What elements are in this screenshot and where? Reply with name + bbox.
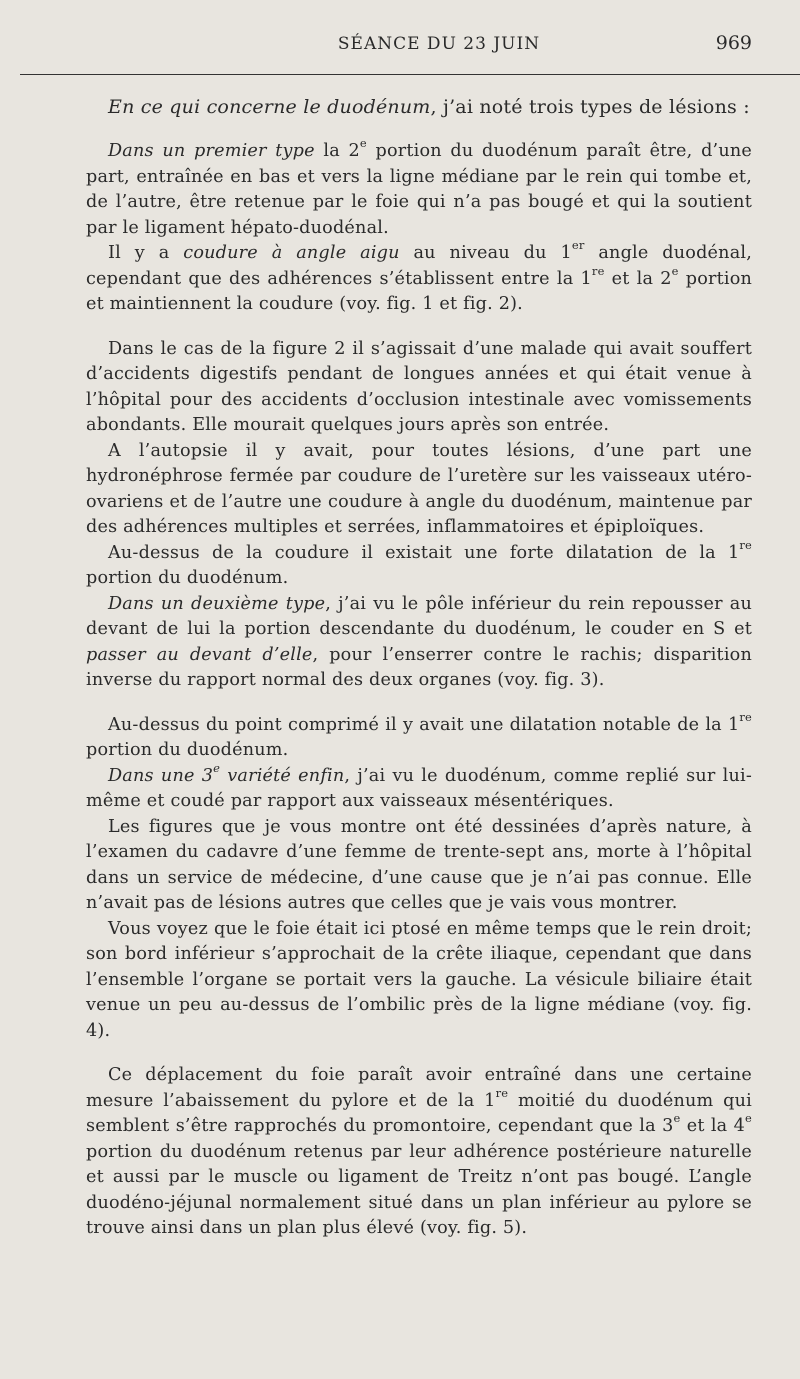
paragraph: Il y a coudure à angle aigu au niveau du 1er angle duodénal, cependant que des adhérences s’établissent entre la 1re et la 2e portion et maintiennent la coudure (voy. fig. 1 et fig. 2). <box>86 238 753 314</box>
paragraph: Vous voyez que le foie était ici ptosé en même temps que le rein droit; son bord inférieur s’approchait de la crête iliaque, cependant que dans l’ensemble l’organe se portait vers la gauche. La vésicule biliaire était venue un peu au-dessus de l’ombilic près de la ligne médiane (voy. fig. 4). <box>86 918 752 1041</box>
paragraph: Dans un deuxième type, j’ai vu le pôle inférieur du rein repousser au devant de lui la portion descendante du duodénum, le couder en S et passer au devant d’elle, pour l’enserrer contre le rachis; disparition inverse du rapport normal des deux organes (voy. fig. 3). <box>86 593 753 690</box>
paragraph: Au-dessus de la coudure il existait une forte dilatation de la 1re portion du duodénum. <box>86 537 752 588</box>
paragraph: Les figures que je vous montre ont été dessinées d’après nature, à l’examen du cadavre d’une femme de trente-sept ans, morte à l’hôpital dans un service de médecine, d’une cause que je n’ai pas connue. Elle n’avait pas de lésions autres que celles que je vais vous montrer. <box>86 816 752 913</box>
running-head: SÉANCE DU 23 JUIN <box>337 34 541 54</box>
paragraph: A l’autopsie il y avait, pour toutes lésions, d’une part une hydronéphrose fermée par coudure de l’uretère sur les vaisseaux utéro-ovariens et de l’autre une coudure à angle du duodénum, maintenue par des adhérences multiples et serrées, inflammatoires et épiploïques. <box>86 440 752 537</box>
header-rule <box>20 74 800 75</box>
page-number: 969 <box>715 32 752 54</box>
paragraph: Dans le cas de la figure 2 il s’agissait d’une malade qui avait souffert d’accidents digestifs pendant de longues années et qui était venue à l’hôpital pour des accidents d’occlusion intestinale avec vomissements abondants. Elle mourait quelques jours après son entrée. <box>86 338 752 435</box>
body-text <box>86 62 752 1242</box>
paragraph: Dans un premier type la 2e portion du duodénum paraît être, d’une part, entraînée en bas et vers la ligne médiane par le rein qui tombe et, de l’autre, être retenue par le foie qui n’a pas bougé et qui la soutient par le ligament hépato-duodénal. <box>86 136 753 238</box>
paragraph: Ce déplacement du foie paraît avoir entraîné dans une certaine mesure l’abaissement du pylore et de la 1re moitié du duodénum qui semblent s’être rapprochés du promontoire, cependant que la 3e et la 4e portion du duodénum retenus par leur adhérence postérieure naturelle et aussi par le muscle ou ligament de Treitz n’ont pas bougé. L’angle duodéno-jéjunal normalement situé dans un plan inférieur au pylore se trouve ainsi dans un plan plus élevé (voy. fig. 5). <box>86 1065 753 1238</box>
paragraph: Dans une 3e variété enfin, j’ai vu le duodénum, comme replié sur lui-même et coudé par rapport aux vaisseaux mésentériques. <box>86 760 752 811</box>
page-header <box>86 0 752 62</box>
paragraph: Au-dessus du point comprimé il y avait une dilatation notable de la 1re portion du duodénum. <box>86 709 752 760</box>
paragraph: En ce qui concerne le duodénum, j’ai noté trois types de lésions : <box>108 96 750 118</box>
